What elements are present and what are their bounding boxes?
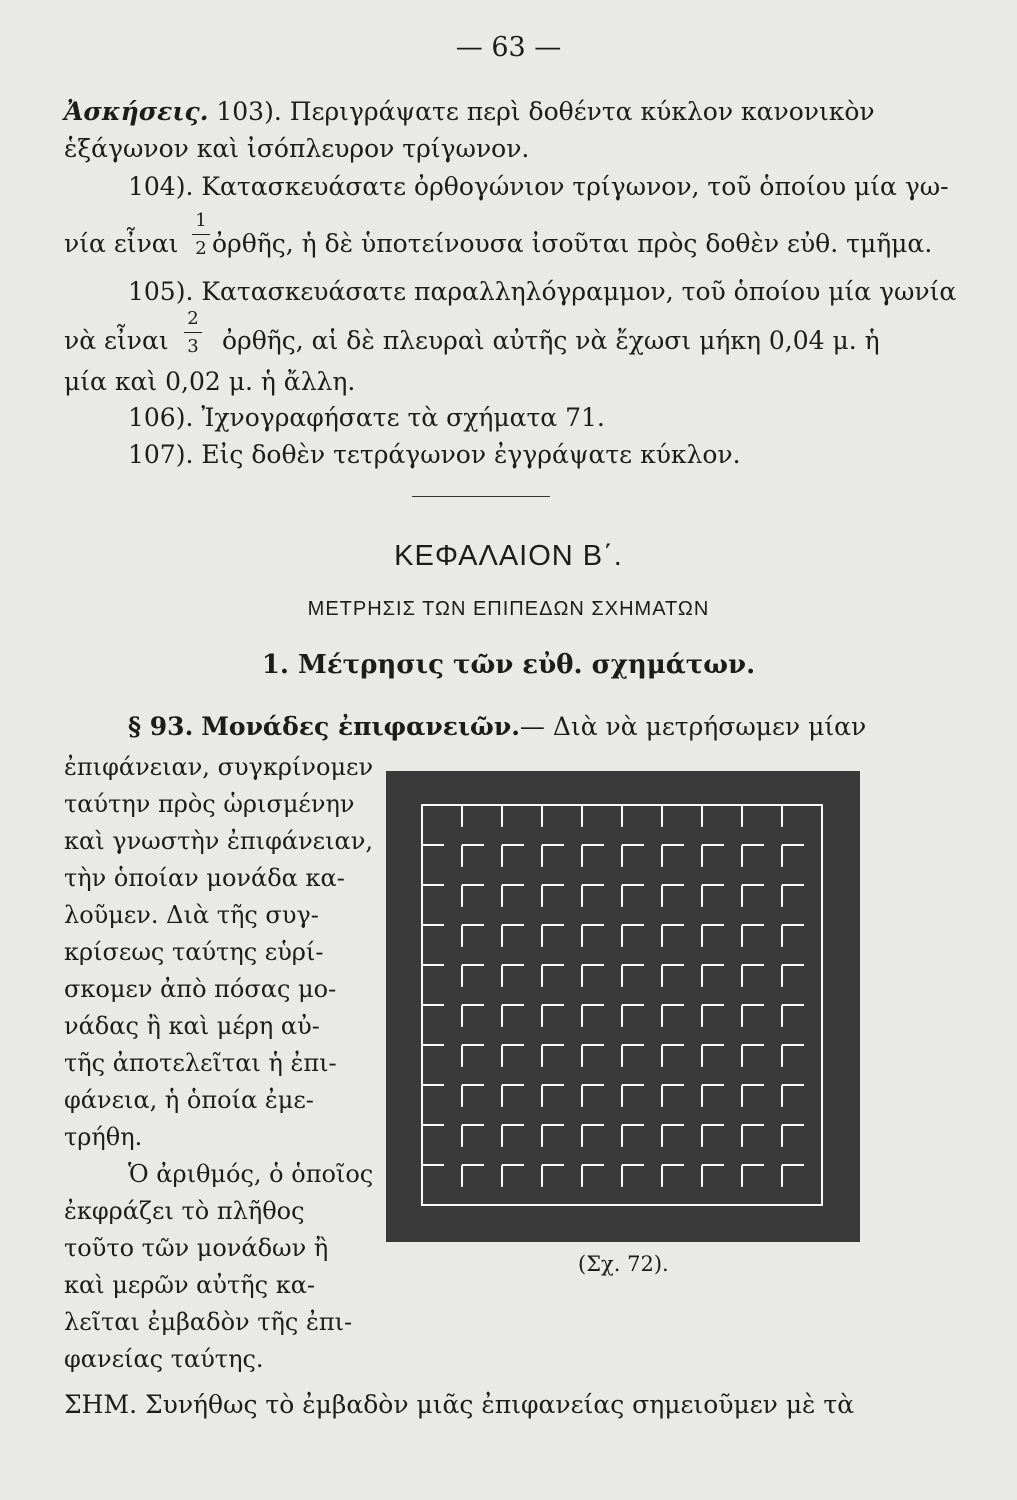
unit-square-grid-figure [386, 771, 860, 1242]
paragraph-line: ἐκφράζει τὸ πλῆθος [64, 1197, 305, 1225]
paragraph-heading-text: — Διὰ νὰ μετρήσωμεν μίαν [519, 712, 867, 741]
paragraph-line: τὴν ὁποίαν μονάδα κα- [64, 864, 345, 892]
paragraph-line: σκομεν ἀπὸ πόσας μο- [64, 975, 337, 1003]
paragraph-line: τῆς ἀποτελεῖται ἡ ἐπι- [64, 1049, 337, 1077]
paragraph-line: κρίσεως ταύτης εὑρί- [64, 938, 324, 966]
fraction-2-bar [184, 332, 202, 333]
paragraph-line: καὶ μερῶν αὐτῆς κα- [64, 1271, 316, 1299]
exercise-103-text: 103). Περιγράψατε περὶ δοθέντα κύκλον κανονικὸν [216, 97, 875, 126]
exercise-104-cont-a: νία εἶναι [64, 229, 179, 258]
exercise-104-cont-b: ὀρθῆς, ἡ δὲ ὑποτείνουσα ἰσοῦται πρὸς δοθὲν εὐθ. τμῆμα. [212, 229, 933, 258]
grid-illustration [386, 771, 860, 1242]
paragraph-line: ἐπιφάνειαν, συγκρίνομεν [64, 753, 374, 781]
fraction-2-numerator: 2 [187, 308, 199, 329]
paragraph-line: ταύτην πρὸς ὡρισμένην [64, 790, 355, 818]
chapter-title: ΚΕΦΑΛΑΙΟΝ Β΄. [394, 540, 623, 572]
exercise-103-cont: ἑξάγωνον καὶ ἰσόπλευρον τρίγωνον. [64, 134, 530, 163]
exercise-103-line [64, 97, 875, 127]
exercise-104-line: 104). Κατασκευάσατε ὀρθογώνιον τρίγωνον, τοῦ ὁποίου μία γω- [128, 172, 949, 201]
page-number: — 63 — [455, 32, 562, 63]
exercise-105-cont-a: νὰ εἶναι [64, 326, 169, 355]
paragraph-number: § 93. [128, 712, 194, 741]
exercise-105-cont-b: ὀρθῆς, αἱ δὲ πλευραὶ αὐτῆς νὰ ἔχωσι μήκη 0,04 μ. ἡ [222, 326, 880, 355]
chapter-subtitle: ΜΕΤΡΗΣΙΣ ΤΩΝ ΕΠΙΠΕΔΩΝ ΣΧΗΜΑΤΩΝ [307, 598, 710, 620]
exercise-107-line: 107). Εἰς δοθὲν τετράγωνον ἐγγράψατε κύκλον. [128, 440, 741, 469]
paragraph-line: λεῖται ἐμβαδὸν τῆς ἐπι- [64, 1308, 353, 1336]
exercise-106-line: 106). Ἰχνογραφήσατε τὰ σχήματα 71. [128, 403, 605, 432]
exercise-105-line: 105). Κατασκευάσατε παραλληλόγραμμον, τοῦ ὁποίου μία γωνία [128, 277, 957, 306]
exercises-label: Ἀσκήσεις. [64, 97, 209, 126]
paragraph-line: Ὁ ἀριθμός, ὁ ὁποῖος [128, 1160, 374, 1188]
section-divider [412, 496, 550, 497]
paragraph-line: φανείας ταύτης. [64, 1345, 264, 1373]
paragraph-line: νάδας ἢ καὶ μέρη αὐ- [64, 1012, 320, 1040]
fraction-1-denominator: 2 [195, 238, 207, 259]
paragraph-93-heading [128, 712, 866, 742]
paragraph-line: τρήθη. [64, 1123, 143, 1151]
figure-caption: (Σχ. 72). [578, 1252, 669, 1276]
section-heading: 1. Μέτρησις τῶν εὐθ. σχημάτων. [261, 650, 756, 680]
paragraph-line: τοῦτο τῶν μονάδων ἢ [64, 1234, 329, 1262]
fraction-1-numerator: 1 [195, 210, 207, 231]
paragraph-title: Μονάδες ἐπιφανειῶν. [201, 712, 520, 741]
paragraph-line: φάνεια, ἡ ὁποία ἐμε- [64, 1086, 314, 1114]
fraction-2-denominator: 3 [187, 336, 199, 357]
paragraph-line: λοῦμεν. Διὰ τῆς συγ- [64, 901, 319, 929]
paragraph-line: καὶ γνωστὴν ἐπιφάνειαν, [64, 827, 373, 855]
exercise-105-cont-2: μία καὶ 0,02 μ. ἡ ἄλλη. [64, 367, 356, 396]
fraction-1-bar [192, 234, 210, 235]
note-line: ΣΗΜ. Συνήθως τὸ ἐμβαδὸν μιᾶς ἐπιφανείας σημειοῦμεν μὲ τὰ [64, 1390, 855, 1419]
